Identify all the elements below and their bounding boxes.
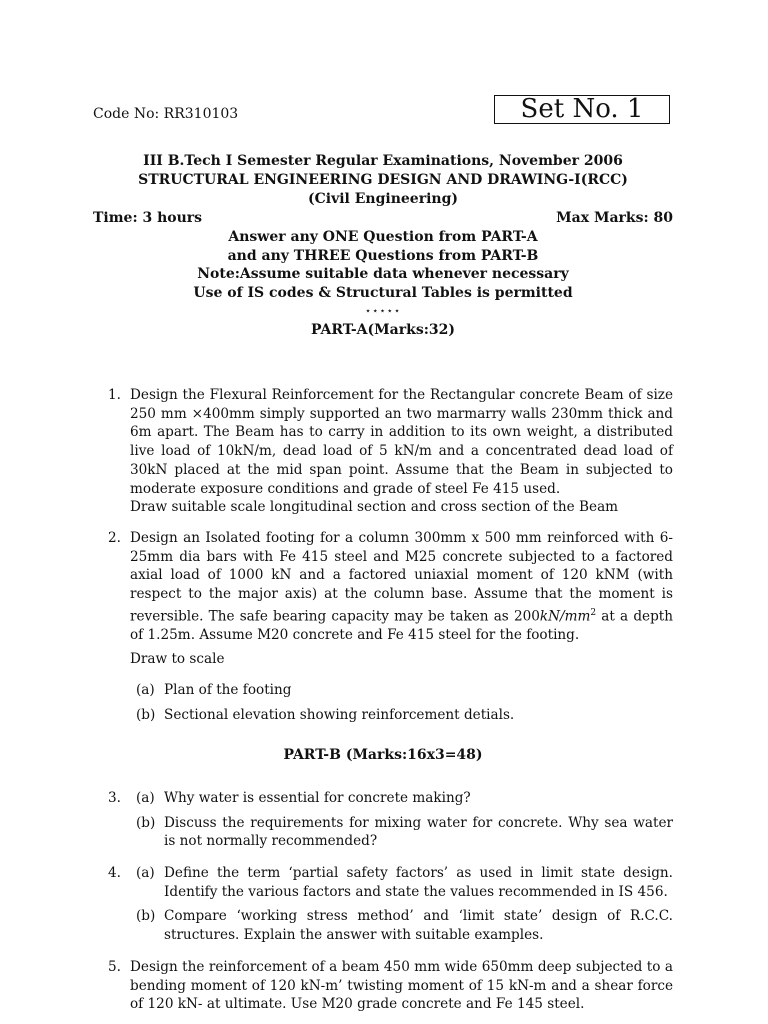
sub-question-b: (b) Discuss the requirements for mixing water for concrete. Why sea water is not normally recommended?: [136, 814, 673, 850]
subject-title: STRUCTURAL ENGINEERING DESIGN AND DRAWING-I(RCC): [138, 172, 628, 188]
branch-title: (Civil Engineering): [308, 191, 458, 207]
sub-question-b: (b) Sectional elevation showing reinforcement detials.: [136, 707, 515, 724]
instruction-2: and any THREE Questions from PART-B: [227, 248, 539, 264]
question-4: [108, 864, 673, 945]
code-number: Code No: RR310103: [93, 106, 239, 122]
question-number: 4.: [108, 865, 121, 881]
unit-kn-per-mm: kN/mm: [539, 608, 591, 625]
part-b-title: PART-B (Marks:16x3=48): [283, 747, 483, 763]
stars-divider: ⋆⋆⋆⋆⋆: [364, 306, 402, 317]
question-text: Design an Isolated footing for a column 300mm x 500 mm reinforced with 6-25mm dia bars with Fe 415 steel and M25 concrete subjected to a factored axial load of 1000 kN and a factored uniaxial moment of 120 kNM (with respect to the major axis) at the column base. Assume that the moment is reversible. The safe bearing capacity may be taken as $200kN/mm^2$ at a depth of 1.25m. Assume M20 concrete and Fe 415 steel for the footing.: [130, 530, 673, 644]
sub-question-a: (a) Why water is essential for concrete making?: [136, 790, 471, 806]
max-marks-label: Max Marks: 80: [556, 210, 673, 226]
question-text: Design the reinforcement of a beam 450 mm wide 650mm deep subjected to a bending moment of 120 kN-m’ twisting moment of 15 kN-m and a shear force of 120 kN- at ultimate. Use M20 grade concrete and Fe 145 steel.: [130, 959, 673, 1013]
question-5: [108, 958, 673, 1014]
question-3: [108, 789, 673, 851]
sub-question-b: (b) Compare ‘working stress method’ and ‘limit state’ design of R.C.C. structures. Explain the answer with suitable examples.: [136, 908, 673, 944]
instruction-4: Use of IS codes & Structural Tables is permitted: [193, 285, 573, 301]
instruction-3: Note:Assume suitable data whenever necessary: [197, 266, 569, 282]
question-number: 1.: [108, 387, 121, 403]
question-number: 2.: [108, 530, 121, 546]
exam-title: III B.Tech I Semester Regular Examinations, November 2006: [143, 153, 623, 169]
question-text: Design the Flexural Reinforcement for the Rectangular concrete Beam of size 250 mm ×400mm simply supported an two marmarry walls 230mm thick and 6m apart. The Beam has to carry in addition to its own weight, a distributed live load of 10kN/m, dead load of 5 kN/m and a concentrated dead load of 30kN placed at the mid span point. Assume that the Beam in subjected to moderate exposure conditions and grade of steel Fe 415 used.: [130, 387, 673, 497]
part-a-title: PART-A(Marks:32): [311, 322, 455, 338]
question-2: [108, 529, 673, 725]
question-draw-note: Draw to scale: [130, 650, 225, 667]
question-number: 5.: [108, 959, 121, 975]
question-1: [108, 386, 673, 517]
unit-exponent: 2: [590, 607, 597, 618]
sub-question-a: (a) Plan of the footing: [136, 682, 292, 699]
question-number: 3.: [108, 790, 121, 806]
set-number-box: Set No. 1: [494, 95, 670, 124]
sub-question-a: (a) Define the term ‘partial safety factors’ as used in limit state design. Identify the various factors and state the values recommended in IS 456.: [136, 865, 673, 900]
time-label: Time: 3 hours: [93, 210, 203, 226]
instruction-1: Answer any ONE Question from PART-A: [228, 229, 538, 245]
question-draw-note: Draw suitable scale longitudinal section and cross section of the Beam: [130, 499, 619, 516]
time-marks-row: [93, 210, 673, 226]
